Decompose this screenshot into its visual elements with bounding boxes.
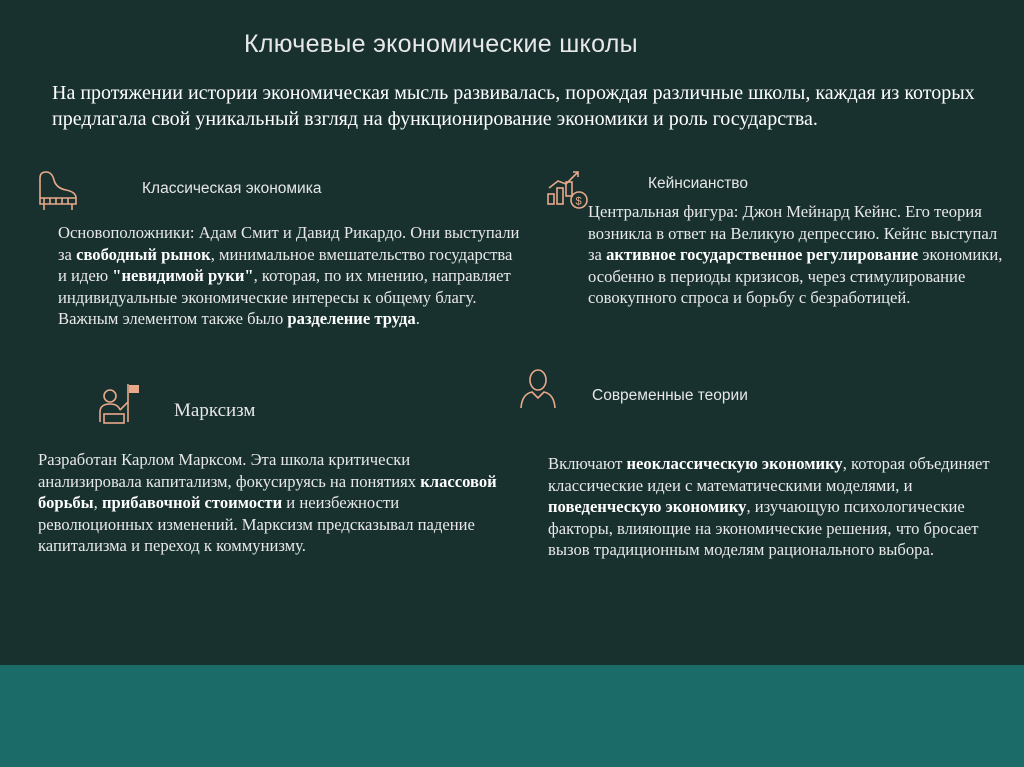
modern-text: Включают неоклассическую экономику, которая объединяет классические идеи с математическими моделями, и поведенческую экономику, изучающую психологические факторы, влияющие на экономические решения, что бросает вызов традиционным моделям рационального выбора. bbox=[548, 454, 990, 560]
piano-icon bbox=[36, 168, 80, 212]
keynesian-text: Центральная фигура: Джон Мейнард Кейнс. Его теория возникла в ответ на Великую депрессию. Кейнс выступал за активное государственное регулирование экономики, особенно в периоды кризисов, через стимулирование совокупного спроса и борьбу с безработицей. bbox=[588, 202, 1003, 308]
classical-heading: Классическая экономика bbox=[142, 180, 322, 197]
person-icon bbox=[518, 366, 558, 410]
marxism-text: Разработан Карлом Марксом. Эта школа критически анализировала капитализм, фокусируясь на понятиях классовой борьбы, прибавочной стоимости и неизбежности революционных изменений. Марксизм предсказывал падение капитализма и переход к коммунизму. bbox=[38, 450, 497, 556]
modern-heading: Современные теории bbox=[592, 387, 748, 404]
classical-text: Основоположники: Адам Смит и Давид Рикардо. Они выступали за свободный рынок, минимальное вмешательство государства и идею "невидимой руки", которая, по их мнению, направляет индивидуальные экономические интересы к общему благу. Важным элементом также было разделение труда. bbox=[58, 223, 520, 329]
keynesian-heading: Кейнсианство bbox=[648, 175, 748, 192]
svg-text:$: $ bbox=[575, 195, 582, 208]
orator-with-flag-icon bbox=[96, 382, 142, 428]
slide-title: Ключевые экономические школы bbox=[244, 30, 638, 58]
marxism-heading: Марксизм bbox=[174, 400, 256, 421]
money-growth-chart-icon bbox=[546, 168, 590, 212]
footer-band bbox=[0, 665, 1024, 767]
intro-paragraph: На протяжении истории экономическая мысль развивалась, порождая различные школы, каждая из которых предлагала свой уникальный взгляд на функционирование экономики и роль государства. bbox=[52, 82, 975, 130]
